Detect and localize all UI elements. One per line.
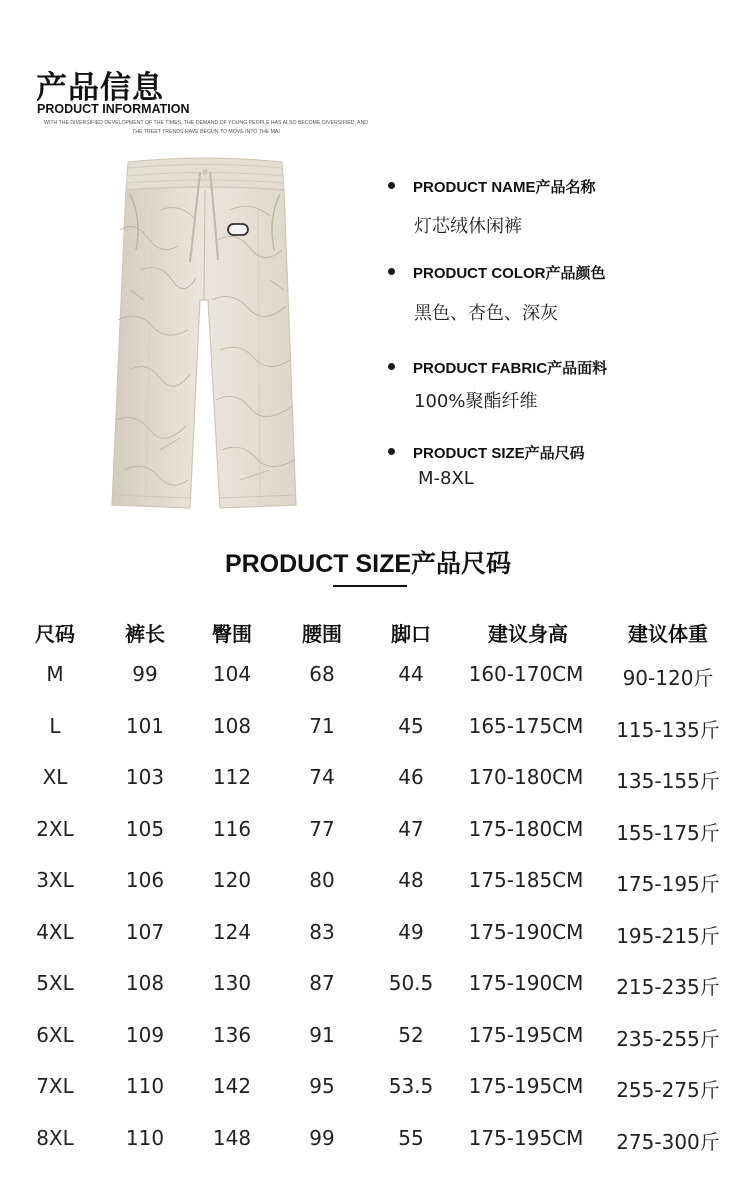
- table-cell: 112: [212, 765, 252, 789]
- info-value: 100%聚酯纤维: [414, 391, 538, 412]
- table-cell: 45: [398, 713, 424, 738]
- table-cell: 5XL: [36, 971, 74, 995]
- section-subtitle: WITH THE DIVERSIFIED DEVELOPMENT OF THE TIMES, THE DEMAND OF YOUNG PEOPLE HAS ALSO BECOME DIVERSIFIED, AND THE TREET TRENDS HAVE BEGUN TO MOVE INTO THE MAI: [44, 120, 368, 135]
- table-cell: 101: [125, 713, 165, 738]
- table-cell: 175-185CM: [468, 868, 584, 892]
- table-cell: 110: [125, 1125, 165, 1150]
- size-chart-title: PRODUCT SIZE产品尺码: [224, 550, 512, 578]
- table-cell: 135-155斤: [616, 769, 720, 793]
- table-cell: 110: [125, 1074, 165, 1098]
- table-cell: 115-135斤: [616, 717, 720, 742]
- table-cell: 49: [398, 919, 424, 944]
- table-header: 裤长: [125, 622, 165, 646]
- table-cell: 44: [398, 662, 424, 686]
- table-cell: 160-170CM: [468, 662, 584, 686]
- table-cell: 52: [398, 1022, 424, 1047]
- table-cell: 87: [309, 971, 335, 995]
- table-cell: 4XL: [36, 919, 74, 944]
- table-cell: 130: [212, 971, 252, 995]
- table-cell: 195-215斤: [616, 923, 720, 948]
- table-cell: 106: [125, 868, 165, 892]
- table-cell: 95: [309, 1074, 335, 1098]
- table-cell: 90-120斤: [622, 666, 714, 690]
- table-header: 臀围: [212, 622, 252, 646]
- table-cell: 6XL: [36, 1022, 74, 1047]
- table-cell: 175-195CM: [468, 1125, 584, 1150]
- table-cell: 175-190CM: [468, 919, 584, 944]
- table-cell: 7XL: [36, 1074, 74, 1098]
- info-value: M-8XL: [418, 468, 474, 489]
- info-label: PRODUCT COLOR产品颜色: [413, 265, 606, 282]
- info-label: PRODUCT SIZE产品尺码: [413, 445, 585, 462]
- table-cell: 165-175CM: [468, 713, 584, 738]
- table-header: 脚口: [391, 622, 431, 646]
- info-label: PRODUCT NAME产品名称: [413, 179, 596, 196]
- bullet-icon: [388, 448, 395, 455]
- table-cell: 99: [309, 1125, 335, 1150]
- table-cell: 3XL: [36, 868, 74, 892]
- table-cell: 175-180CM: [468, 816, 584, 841]
- table-header: 尺码: [35, 622, 75, 646]
- table-cell: 255-275斤: [616, 1078, 720, 1102]
- section-title-cn: 产品信息: [36, 70, 164, 106]
- table-header: 建议体重: [628, 622, 708, 646]
- product-image-pants: [100, 150, 310, 520]
- table-cell: 103: [125, 765, 165, 789]
- table-cell: 8XL: [36, 1125, 74, 1150]
- table-cell: 109: [125, 1022, 165, 1047]
- table-cell: 71: [309, 713, 335, 738]
- table-cell: 77: [309, 816, 335, 841]
- table-cell: 104: [212, 662, 252, 686]
- table-cell: 215-235斤: [616, 975, 720, 999]
- table-cell: 80: [309, 868, 335, 892]
- table-cell: 99: [132, 662, 158, 686]
- table-cell: 175-195CM: [468, 1074, 584, 1098]
- table-cell: 136: [212, 1022, 252, 1047]
- table-cell: 50.5: [388, 971, 434, 995]
- table-cell: 175-195斤: [616, 872, 720, 896]
- table-cell: 175-190CM: [468, 971, 584, 995]
- table-cell: 116: [212, 816, 252, 841]
- table-cell: 108: [125, 971, 165, 995]
- table-cell: 235-255斤: [616, 1026, 720, 1051]
- table-cell: 175-195CM: [468, 1022, 584, 1047]
- table-cell: 74: [309, 765, 335, 789]
- table-cell: 47: [398, 816, 424, 841]
- table-cell: 170-180CM: [468, 765, 584, 789]
- info-value: 黑色、杏色、深灰: [414, 303, 558, 324]
- table-cell: 120: [212, 868, 252, 892]
- table-cell: L: [49, 713, 61, 738]
- bullet-icon: [388, 268, 395, 275]
- bullet-icon: [388, 363, 395, 370]
- table-cell: 55: [398, 1125, 424, 1150]
- table-cell: 48: [398, 868, 424, 892]
- table-cell: XL: [42, 765, 68, 789]
- table-cell: 105: [125, 816, 165, 841]
- info-label: PRODUCT FABRIC产品面料: [413, 360, 608, 377]
- table-cell: 91: [309, 1022, 335, 1047]
- title-underline: [333, 585, 407, 587]
- table-cell: 108: [212, 713, 252, 738]
- table-cell: 142: [212, 1074, 252, 1098]
- table-cell: 2XL: [36, 816, 74, 841]
- table-cell: 275-300斤: [616, 1129, 720, 1154]
- table-cell: 83: [309, 919, 335, 944]
- table-cell: 68: [309, 662, 335, 686]
- table-cell: 124: [212, 919, 252, 944]
- section-title-en: PRODUCT INFORMATION: [37, 102, 190, 116]
- table-cell: 53.5: [388, 1074, 434, 1098]
- table-cell: 155-175斤: [616, 820, 720, 845]
- table-header: 腰围: [302, 622, 342, 646]
- table-cell: 46: [398, 765, 424, 789]
- info-value: 灯芯绒休闲裤: [414, 216, 522, 237]
- bullet-icon: [388, 182, 395, 189]
- table-header: 建议身高: [488, 622, 568, 646]
- table-cell: 148: [212, 1125, 252, 1150]
- table-cell: M: [46, 662, 64, 686]
- table-cell: 107: [125, 919, 165, 944]
